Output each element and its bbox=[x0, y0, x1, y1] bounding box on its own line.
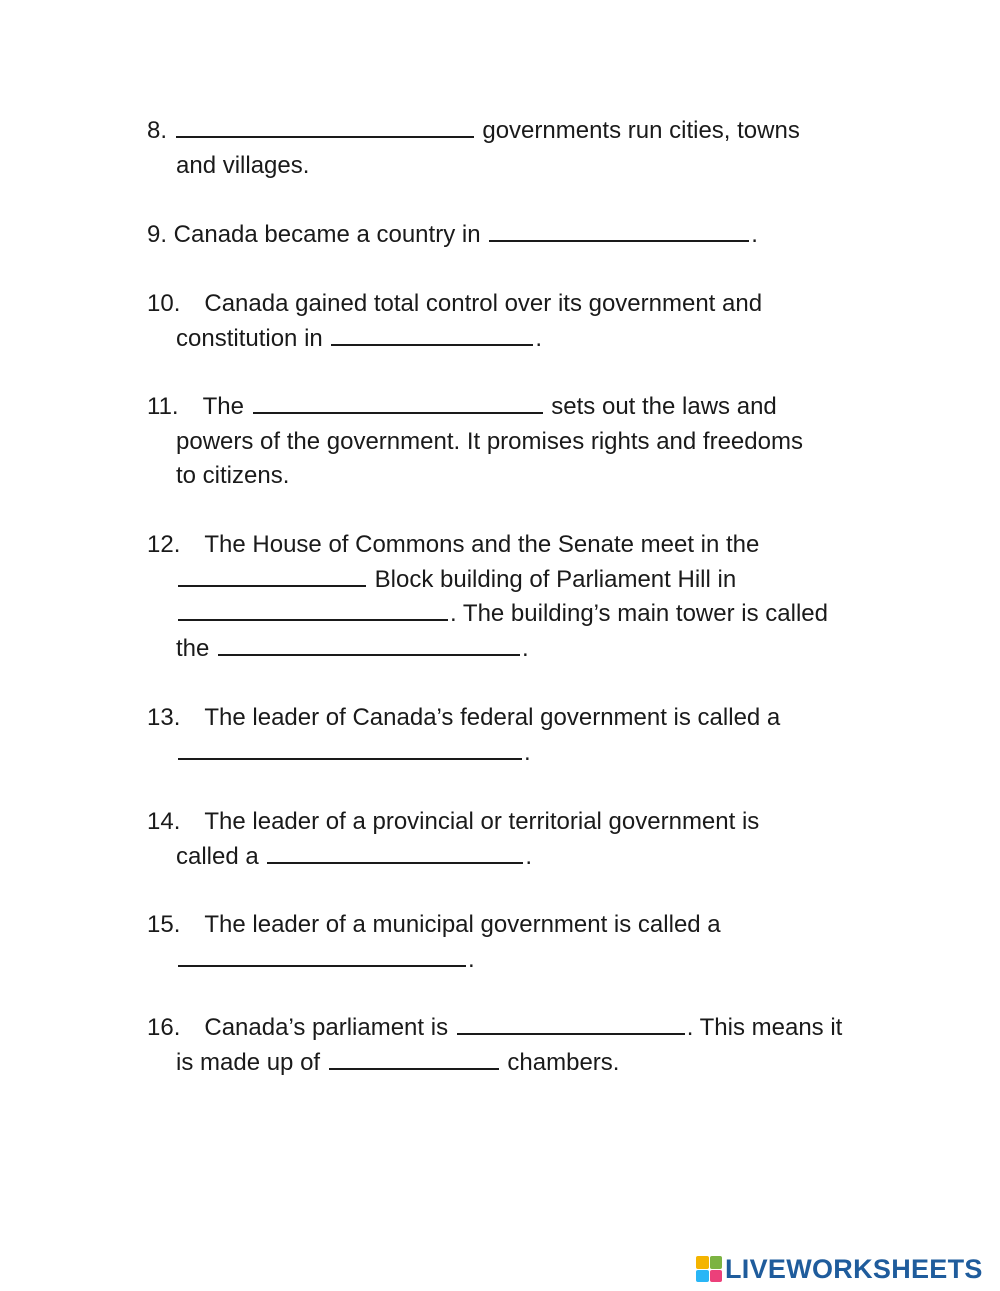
question-line: powers of the government. It promises rights and freedoms bbox=[176, 427, 803, 455]
answer-blank[interactable] bbox=[178, 563, 366, 587]
question-11 bbox=[147, 390, 907, 494]
question-13 bbox=[147, 701, 907, 770]
answer-blank[interactable] bbox=[267, 840, 523, 864]
question-line: called a . bbox=[147, 840, 907, 875]
answer-blank[interactable] bbox=[329, 1046, 499, 1070]
answer-blank[interactable] bbox=[178, 943, 466, 967]
answer-blank[interactable] bbox=[176, 114, 474, 138]
question-line: 11. The sets out the laws and bbox=[147, 390, 907, 425]
question-12 bbox=[147, 528, 907, 666]
question-line: 10. Canada gained total control over its government and bbox=[147, 290, 763, 317]
answer-blank[interactable] bbox=[178, 597, 448, 621]
question-line: . bbox=[147, 943, 907, 978]
logo-tile-1 bbox=[696, 1256, 709, 1269]
logo-mark-icon bbox=[696, 1256, 722, 1282]
question-line: 16. Canada’s parliament is . This means it bbox=[147, 1011, 907, 1046]
question-line: to citizens. bbox=[176, 462, 290, 489]
question-14 bbox=[147, 805, 907, 874]
question-9 bbox=[147, 218, 907, 253]
question-line: Block building of Parliament Hill in bbox=[147, 563, 907, 598]
question-line: . The building’s main tower is called bbox=[147, 597, 907, 632]
answer-blank[interactable] bbox=[253, 390, 543, 414]
logo-tile-3 bbox=[696, 1270, 709, 1283]
question-line: 14. The leader of a provincial or territorial government is bbox=[147, 808, 760, 835]
answer-blank[interactable] bbox=[331, 322, 533, 346]
question-8 bbox=[147, 114, 907, 183]
question-15 bbox=[147, 908, 907, 977]
answer-blank[interactable] bbox=[178, 736, 522, 760]
question-line: 15. The leader of a municipal government is called a bbox=[147, 911, 721, 938]
logo-text: LIVEWORKSHEETS bbox=[725, 1253, 983, 1284]
logo-tile-4 bbox=[710, 1270, 723, 1283]
question-line: the . bbox=[147, 632, 907, 667]
question-line: 12. The House of Commons and the Senate meet in the bbox=[147, 531, 760, 558]
question-line: is made up of chambers. bbox=[147, 1046, 907, 1081]
answer-blank[interactable] bbox=[457, 1011, 685, 1035]
question-line: and villages. bbox=[176, 151, 310, 179]
question-line: 9. Canada became a country in . bbox=[147, 218, 907, 253]
question-10 bbox=[147, 287, 907, 356]
question-line: 8. governments run cities, towns bbox=[147, 114, 907, 149]
question-line: 13. The leader of Canada’s federal government is called a bbox=[147, 704, 781, 731]
question-line: constitution in . bbox=[147, 322, 907, 357]
logo-tile-2 bbox=[710, 1256, 723, 1269]
question-16 bbox=[147, 1011, 907, 1080]
liveworksheets-logo[interactable] bbox=[696, 1254, 983, 1284]
answer-blank[interactable] bbox=[218, 632, 520, 656]
answer-blank[interactable] bbox=[489, 218, 749, 242]
question-line: . bbox=[147, 736, 907, 771]
